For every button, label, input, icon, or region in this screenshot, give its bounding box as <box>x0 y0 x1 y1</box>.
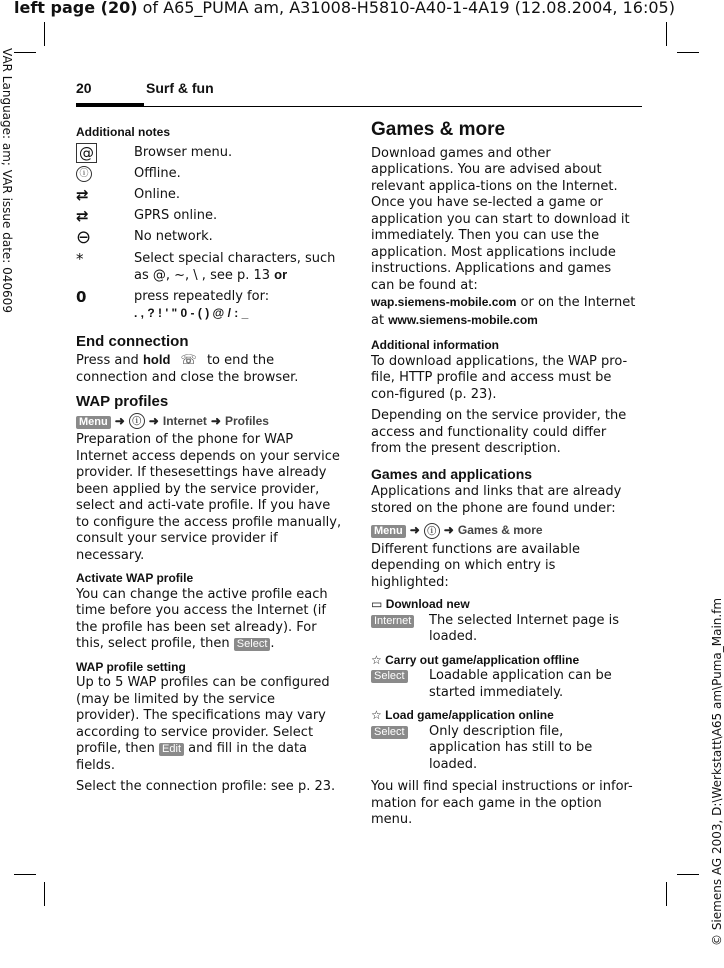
gprs-online-icon: ⇄ <box>76 206 89 225</box>
activate-profile-title: Activate WAP profile <box>76 571 194 586</box>
note-text: No network. <box>134 228 213 244</box>
note-text: Select special characters, such as @, ~, \ , see p. 13 or <box>134 250 336 283</box>
note-text: press repeatedly for: . , ? ! ' " 0 - ( ) @ / : _ <box>134 288 270 320</box>
apps-title: Games and applications <box>371 465 533 482</box>
games-title: Games & more <box>371 119 506 140</box>
wap-profiles-title: WAP profiles <box>76 393 169 410</box>
crop-mark <box>666 22 667 46</box>
note-row <box>76 187 342 204</box>
margin-copyright: © Siemens AG 2003, D:\Werkstatt\A65 am\Puma_Main.fm <box>710 597 724 946</box>
carry-out-text: Loadable application can be started immediately. <box>429 668 612 700</box>
no-network-icon: ⊖ <box>76 226 92 248</box>
crop-mark <box>44 22 45 46</box>
wap-menu-path <box>76 413 342 430</box>
arrow-icon: ➜ <box>443 523 454 537</box>
end-connection-text: Press and hold ☏ to end the connection and close the browser. <box>76 352 299 385</box>
star-outline-icon: ☆ <box>371 652 382 667</box>
arrow-icon: ➜ <box>148 413 159 428</box>
apps-text-2: Different functions are available depending on which entry is highlighted: <box>371 541 580 590</box>
header-details: of A65_PUMA am, A31008-H5810-A40-1-4A19 (12.08.2004, 16:05) <box>137 0 675 17</box>
internet-icon: ⓘ <box>129 413 145 429</box>
additional-info-text-2: Depending on the service provider, the access and functionality could differ from the present description. <box>371 408 627 456</box>
crop-mark <box>44 882 45 906</box>
wap-profiles-text: Preparation of the phone for WAP Internet access depends on your service provider. If thesesettings have already been applied by the service provider, select and acti-vate profile. If you have to configure the access profile manually, consult your service provider if necessary. <box>76 432 342 563</box>
folder-icon: ▭ <box>371 597 383 612</box>
select-softkey[interactable]: Select <box>371 726 408 739</box>
arrow-icon: ➜ <box>409 523 420 537</box>
select-softkey[interactable]: Select <box>234 638 271 651</box>
profile-setting-title: WAP profile setting <box>76 659 186 674</box>
carry-out-row <box>371 668 637 701</box>
download-row <box>371 613 637 646</box>
note-row <box>76 226 342 248</box>
arrow-icon: ➜ <box>114 413 125 428</box>
crop-mark <box>677 874 699 875</box>
download-text: The selected Internet page is loaded. <box>429 612 620 645</box>
arrow-icon: ➜ <box>210 413 221 428</box>
apps-text: Applications and links that are already stored on the phone are found under: <box>371 484 622 516</box>
menu-path-games[interactable]: Games & more <box>457 523 543 537</box>
games-intro: Download games and other applications. You are advised about relevant applica-tions on the Internet. Once you have se-lected a game or application you can start to download it immediately. Then you can use the application. Most applications include instructions. Applications and games can be found at: wap.siemens-mobile.com or on the Internet at www.siemens-mobile.com <box>371 145 636 328</box>
internet-softkey[interactable]: Internet <box>371 615 414 628</box>
menu-softkey[interactable]: Menu <box>371 525 406 538</box>
crop-mark <box>677 52 699 53</box>
load-online-text: Only description file, application has still to be loaded. <box>429 723 593 772</box>
carry-out-label: ☆ Carry out game/application offline <box>371 652 580 667</box>
zero-key-icon: 0 <box>76 287 87 306</box>
star-key-icon: * <box>76 249 84 268</box>
additional-info-title: Additional information <box>371 338 499 352</box>
page-section: Surf & fun <box>146 80 214 96</box>
note-text: GPRS online. <box>134 207 218 223</box>
margin-language-info: VAR Language: am; VAR issue date: 040609 <box>0 48 14 313</box>
page-number: 20 <box>76 80 92 96</box>
crop-mark <box>666 882 667 906</box>
right-column <box>371 120 637 834</box>
at-icon: @ <box>76 145 134 162</box>
offline-icon: ⓘ <box>76 166 134 183</box>
note-row <box>76 145 342 162</box>
edit-softkey[interactable]: Edit <box>159 743 184 756</box>
load-online-row <box>371 724 637 774</box>
crop-mark <box>14 52 36 53</box>
running-header <box>14 0 675 17</box>
note-row <box>76 289 342 322</box>
note-row <box>76 208 342 225</box>
star-load-icon: ☆ <box>371 708 382 723</box>
note-text: Browser menu. <box>134 144 233 160</box>
note-row <box>76 166 342 183</box>
header-title: left page (20) <box>14 0 138 17</box>
menu-path-profiles[interactable]: Profiles <box>224 413 269 428</box>
note-text: Online. <box>134 186 181 202</box>
end-connection-title: End connection <box>76 332 189 350</box>
left-column <box>76 120 342 801</box>
note-row <box>76 251 342 285</box>
internet-icon: ⓘ <box>424 523 440 539</box>
load-online-label: ☆ Load game/application online <box>371 708 554 723</box>
activate-profile-text: You can change the active profile each time before you access the Internet (if the profile has been set already). For this, select profile, then Select . <box>76 586 328 652</box>
profile-setting-text: Up to 5 WAP profiles can be configured (may be limited by the service provider). The specifications may vary according to service provider. Select profile, then Edit and fill in the data fields. <box>76 675 330 773</box>
note-text: Offline. <box>134 165 181 181</box>
additional-info-text: To download applications, the WAP pro-file, HTTP profile and access must be con-figured (p. 23). <box>371 353 628 402</box>
select-softkey[interactable]: Select <box>371 670 408 683</box>
end-call-icon: ☏ <box>180 353 197 368</box>
connection-profile-text: Select the connection profile: see p. 23. <box>76 779 336 795</box>
crop-mark <box>14 874 36 875</box>
download-new-label: ▭ Download new <box>371 597 470 612</box>
online-icon: ⇄ <box>76 185 89 204</box>
notes-title: Additional notes <box>76 125 170 139</box>
menu-softkey[interactable]: Menu <box>76 416 111 429</box>
games-menu-path <box>371 522 637 539</box>
header-rule <box>76 106 642 107</box>
closing-text: You will find special instructions or infor-mation for each game in the option menu. <box>371 779 633 828</box>
menu-path-internet[interactable]: Internet <box>162 413 207 428</box>
web-url[interactable]: www.siemens-mobile.com <box>388 312 538 327</box>
wap-url[interactable]: wap.siemens-mobile.com <box>371 295 517 309</box>
